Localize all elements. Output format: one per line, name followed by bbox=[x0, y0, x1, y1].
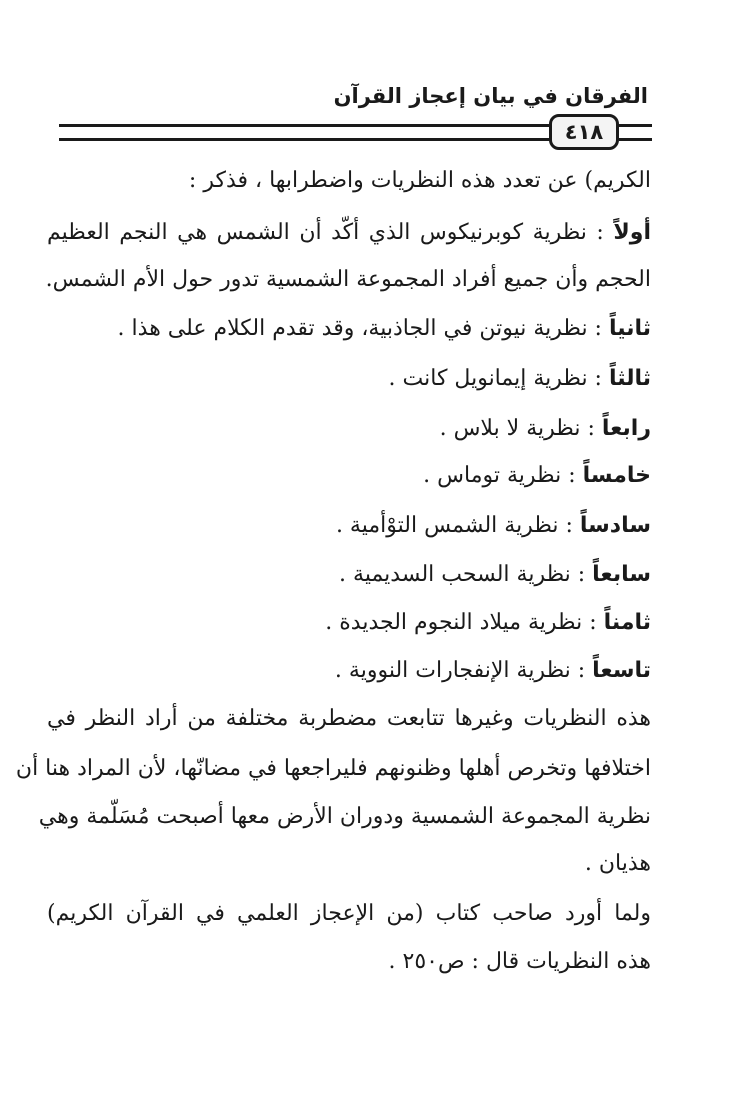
theory-label: ثانياً bbox=[608, 316, 651, 341]
theory-2-line bbox=[118, 312, 651, 346]
page-number: ٤١٨ bbox=[564, 120, 604, 144]
theory-text: : نظرية الإنفجارات النووية . bbox=[334, 658, 593, 683]
theory-8-line bbox=[325, 606, 651, 640]
theory-6-line bbox=[336, 509, 651, 543]
theory-label: رابعاً bbox=[601, 416, 651, 441]
theory-text: : نظرية الشمس التوْأمية . bbox=[335, 513, 580, 538]
theory-text: : نظرية السحب السديمية . bbox=[339, 562, 593, 587]
theory-text: : نظرية توماس . bbox=[423, 463, 583, 488]
paragraph-line-4: هذيان . bbox=[584, 851, 651, 876]
theory-3-line bbox=[389, 362, 651, 396]
theory-1-continuation: الحجم وأن جميع أفراد المجموعة الشمسية تدور حول الأم الشمس. bbox=[45, 267, 651, 292]
theory-label: ثامناً bbox=[603, 610, 651, 635]
theory-5-line bbox=[423, 459, 651, 493]
paragraph-line-3: نظرية المجموعة الشمسية ودوران الأرض معها أصبحت مُسَلّمة وهي bbox=[38, 804, 651, 829]
theory-label: أولاً bbox=[613, 220, 651, 245]
paragraph-line-2: اختلافها وتخرص أهلها وظنونهم فليراجعها في مضانّها، لأن المراد هنا أن bbox=[15, 756, 651, 781]
book-title: الفرقان في بيان إعجاز القرآن bbox=[333, 84, 648, 108]
intro-line: الكريم) عن تعدد هذه النظريات واضطرابها ، فذكر : bbox=[188, 168, 651, 193]
theory-1-line bbox=[47, 216, 651, 250]
paragraph-line-1: هذه النظريات وغيرها تتابعت مضطربة مختلفة من أراد النظر في bbox=[47, 706, 651, 731]
theory-text: : نظرية كوبرنيكوس الذي أكّد أن الشمس هي النجم العظيم bbox=[47, 220, 614, 245]
theory-label: ثالثاً bbox=[608, 366, 651, 391]
theory-7-line bbox=[339, 558, 651, 592]
theory-text: : نظرية نيوتن في الجاذبية، وقد تقدم الكلام على هذا . bbox=[117, 316, 609, 341]
theory-label: تاسعاً bbox=[592, 658, 651, 683]
theory-text: : نظرية ميلاد النجوم الجديدة . bbox=[325, 610, 604, 635]
theory-text: : نظرية إيمانويل كانت . bbox=[388, 366, 609, 391]
closing-line-2: هذه النظريات قال : ص٢٥٠ . bbox=[388, 949, 651, 974]
theory-label: سادساً bbox=[579, 513, 651, 538]
theory-4-line bbox=[440, 412, 651, 446]
theory-text: : نظرية لا بلاس . bbox=[439, 416, 602, 441]
theory-label: خامساً bbox=[582, 463, 651, 488]
closing-line-1: ولما أورد صاحب كتاب (من الإعجاز العلمي في القرآن الكريم) bbox=[47, 901, 651, 926]
theory-label: سابعاً bbox=[592, 562, 651, 587]
theory-9-line bbox=[335, 654, 651, 688]
